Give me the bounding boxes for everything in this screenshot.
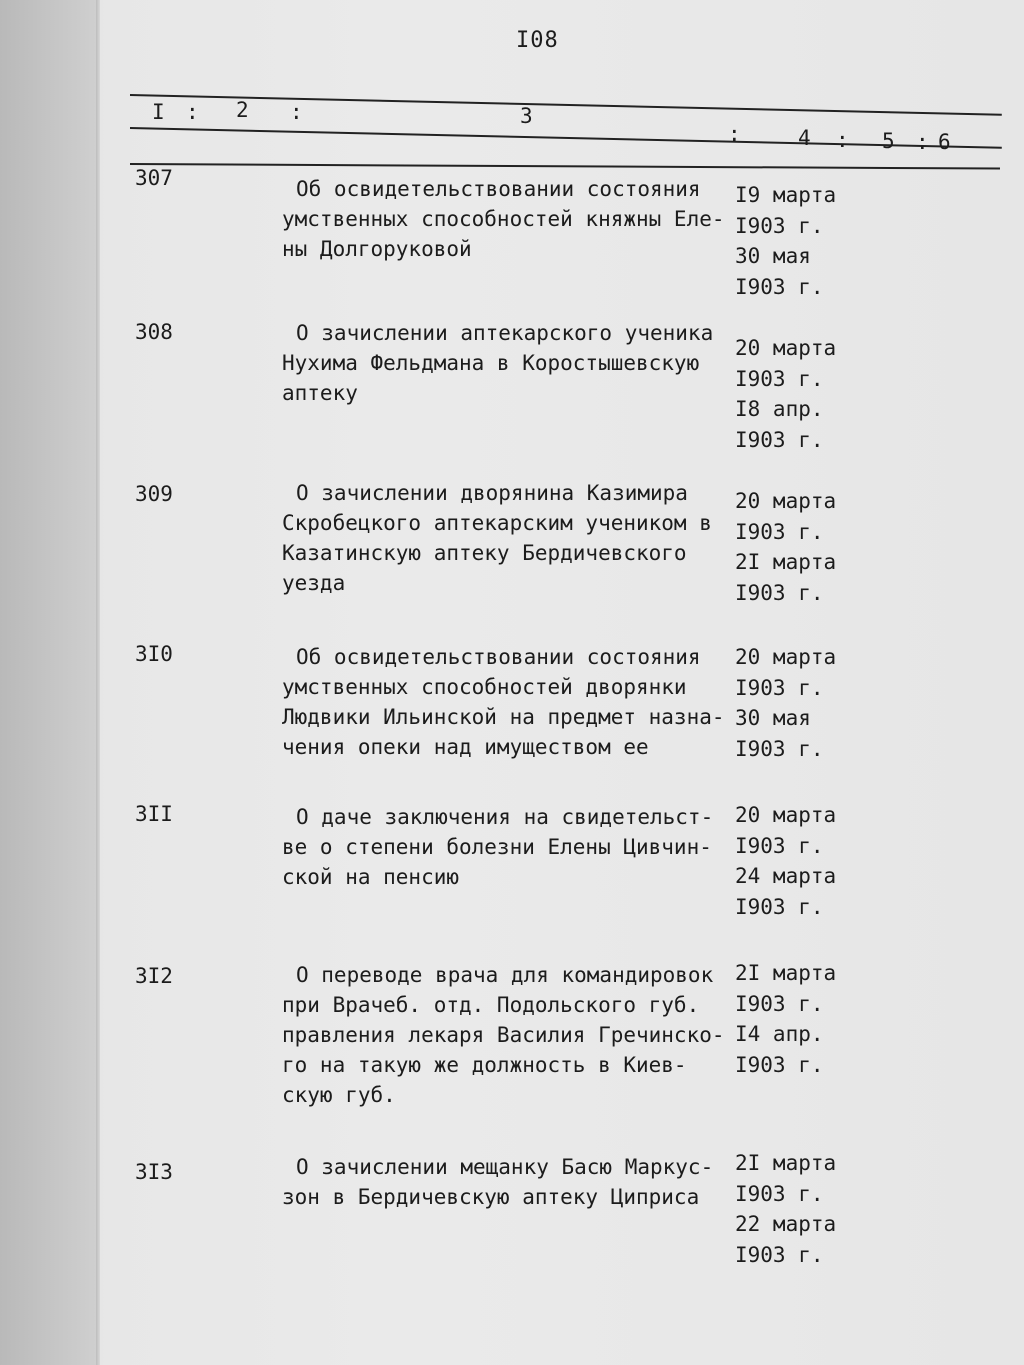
end-date: 30 мая <box>735 244 811 268</box>
entry-title-line: скую губ. <box>282 1083 396 1107</box>
column-separator: : <box>290 100 303 124</box>
entry-dates <box>735 486 855 608</box>
entry-title-line: О переводе врача для командировок <box>296 963 714 987</box>
entry-number: 3I3 <box>135 1160 173 1184</box>
entry-dates <box>735 958 855 1080</box>
entry-number: 3II <box>135 802 173 826</box>
start-date: 20 марта <box>735 645 837 669</box>
entry-number: 309 <box>135 482 173 506</box>
header-bottom-rule <box>130 163 1000 170</box>
entry-title-line: Нухима Фельдмана в Коростышевскую <box>282 351 700 375</box>
entry-dates <box>735 642 855 764</box>
column-header-2: 2 <box>236 98 249 122</box>
entry-dates <box>735 333 855 455</box>
entry-number: 308 <box>135 320 173 344</box>
end-date: 30 мая <box>735 706 811 730</box>
entry-title-line: ской на пенсию <box>282 865 460 889</box>
entry-title-line: ны Долгоруковой <box>282 237 472 261</box>
start-year: I903 г. <box>735 519 824 544</box>
binding-edge <box>96 0 100 1365</box>
entry-title <box>282 174 734 264</box>
entry-title-line: О зачислении дворянина Казимира <box>296 481 688 505</box>
start-date: 2I марта <box>735 1151 837 1175</box>
entry-title <box>282 478 734 598</box>
column-separator: : <box>728 122 741 146</box>
entry-title-line: при Врачеб. отд. Подольского губ. <box>282 993 700 1017</box>
column-header-6: 6 <box>938 130 951 154</box>
start-date: 20 марта <box>735 489 837 513</box>
entry-number: 307 <box>135 166 173 190</box>
entry-title-line: Казатинскую аптеку Бердичевского <box>282 541 687 565</box>
header-top-rule <box>130 94 1002 116</box>
start-year: I903 г. <box>735 675 824 700</box>
start-date: 2I марта <box>735 961 837 985</box>
entry-title-line: Об освидетельствовании состояния <box>296 177 701 201</box>
start-year: I903 г. <box>735 213 824 238</box>
header-middle-rule <box>130 127 1002 149</box>
entry-title-line: ве о степени болезни Елены Цивчин- <box>282 835 712 859</box>
end-date: I8 апр. <box>735 397 824 421</box>
entry-title-line: правления лекаря Василия Гречинско- <box>282 1023 725 1047</box>
column-separator: : <box>916 130 929 154</box>
start-year: I903 г. <box>735 833 824 858</box>
entry-title <box>282 642 734 762</box>
column-header-4: 4 <box>798 126 811 150</box>
page-number: I08 <box>516 28 559 53</box>
end-year: I903 г. <box>735 427 824 452</box>
entry-title-line: О даче заключения на свидетельст- <box>296 805 714 829</box>
entry-number: 3I0 <box>135 642 173 666</box>
start-year: I903 г. <box>735 991 824 1016</box>
entry-title <box>282 802 734 892</box>
end-date: 2I марта <box>735 550 837 574</box>
entry-dates <box>735 1148 855 1270</box>
end-year: I903 г. <box>735 1242 824 1267</box>
entry-title-line: Скробецкого аптекарским учеником в <box>282 511 712 535</box>
entry-dates <box>735 180 855 302</box>
entry-title-line: Людвики Ильинской на предмет назна- <box>282 705 725 729</box>
entry-title-line: Об освидетельствовании состояния <box>296 645 701 669</box>
entry-title-line: чения опеки над имуществом ее <box>282 735 649 759</box>
entry-title-line: О зачислении мещанку Басю Маркус- <box>296 1155 714 1179</box>
column-header-5: 5 <box>882 129 895 153</box>
start-year: I903 г. <box>735 1181 824 1206</box>
entry-title <box>282 1152 734 1212</box>
entry-title <box>282 960 734 1110</box>
end-year: I903 г. <box>735 1052 824 1077</box>
end-date: I4 апр. <box>735 1022 824 1046</box>
entry-title-line: О зачислении аптекарского ученика <box>296 321 714 345</box>
end-date: 24 марта <box>735 864 837 888</box>
end-year: I903 г. <box>735 736 824 761</box>
facing-page-shadow <box>0 0 96 1365</box>
end-year: I903 г. <box>735 580 824 605</box>
column-header-1: I <box>152 100 165 124</box>
entry-dates <box>735 800 855 922</box>
end-date: 22 марта <box>735 1212 837 1236</box>
entry-title-line: умственных способностей княжны Еле- <box>282 207 725 231</box>
column-separator: : <box>836 128 849 152</box>
column-separator: : <box>186 100 199 124</box>
entry-title <box>282 318 734 408</box>
end-year: I903 г. <box>735 274 824 299</box>
column-header-3: 3 <box>520 104 533 128</box>
entry-title-line: зон в Бердичевскую аптеку Циприса <box>282 1185 700 1209</box>
start-year: I903 г. <box>735 366 824 391</box>
start-date: I9 марта <box>735 183 837 207</box>
start-date: 20 марта <box>735 336 837 360</box>
start-date: 20 марта <box>735 803 837 827</box>
entry-title-line: уезда <box>282 571 346 595</box>
entry-title-line: умственных способностей дворянки <box>282 675 687 699</box>
entry-title-line: аптеку <box>282 381 358 405</box>
end-year: I903 г. <box>735 894 824 919</box>
entry-title-line: го на такую же должность в Киев- <box>282 1053 687 1077</box>
entry-number: 3I2 <box>135 964 173 988</box>
